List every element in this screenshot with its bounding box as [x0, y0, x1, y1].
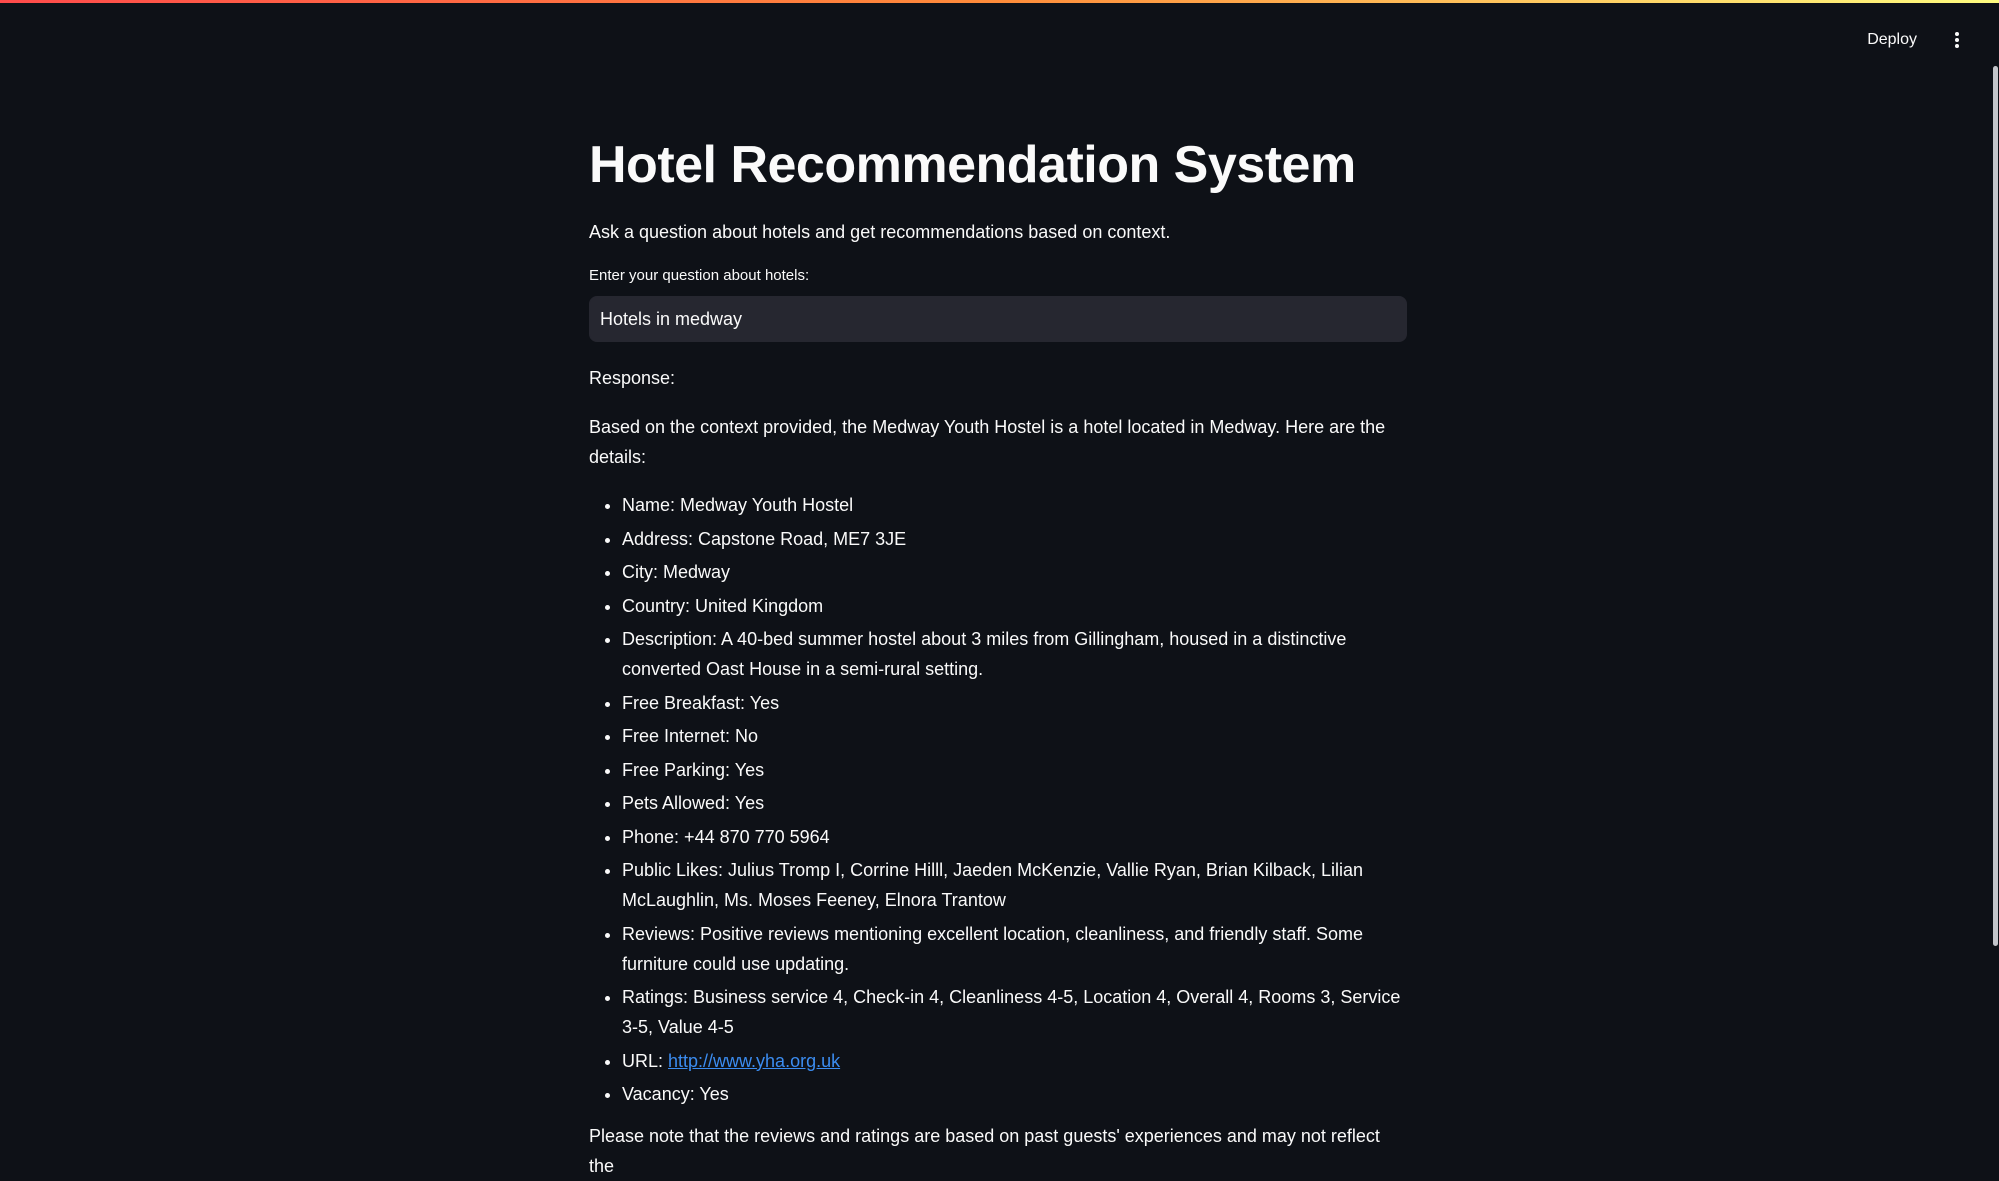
response-note: Please note that the reviews and ratings are based on past guests' experiences and may not reflect the [589, 1126, 1380, 1176]
detail-reviews: • Reviews: Positive reviews mentioning excellent location, cleanliness, and friendly staff. Some furniture could use updating. [622, 919, 1407, 979]
detail-phone: • Phone: +44 870 770 5964 [622, 822, 1407, 852]
page-title: Hotel Recommendation System [589, 136, 1356, 194]
question-field-label: Enter your question about hotels: [589, 267, 810, 284]
detail-url [622, 1046, 1407, 1076]
detail-ratings: • Ratings: Business service 4, Check-in 4, Cleanliness 4-5, Location 4, Overall 4, Rooms 3, Service 3-5, Value 4-5 [622, 982, 1407, 1042]
app-header [1855, 0, 1999, 80]
url-prefix: URL: [622, 1050, 669, 1071]
detail-free-breakfast: • Free Breakfast: Yes [622, 688, 1407, 718]
deploy-button[interactable]: Deploy [1855, 23, 1929, 57]
detail-city: • City: Medway [622, 557, 1407, 587]
main-content [589, 128, 1407, 1181]
detail-vacancy: • Vacancy: Yes [622, 1079, 1407, 1109]
scrollbar[interactable] [1993, 66, 1999, 946]
main-menu-button[interactable] [1943, 26, 1971, 54]
detail-description: • Description: A 40-bed summer hostel about 3 miles from Gillingham, housed in a distinctive converted Oast House in a semi-rural setting. [622, 624, 1407, 684]
scrollbar-thumb[interactable] [1993, 66, 1998, 946]
response-intro: Based on the context provided, the Medway Youth Hostel is a hotel located in Medway. Here are the details: [589, 417, 1386, 467]
detail-pets-allowed: • Pets Allowed: Yes [622, 788, 1407, 818]
detail-country: • Country: United Kingdom [622, 591, 1407, 621]
question-input[interactable] [589, 296, 1407, 342]
detail-free-internet: • Free Internet: No [622, 721, 1407, 751]
page-subtitle: Ask a question about hotels and get recommendations based on context. [589, 222, 1171, 242]
response-label: Response: [589, 368, 676, 388]
hotel-details-list [589, 490, 1407, 1109]
detail-public-likes: • Public Likes: Julius Tromp I, Corrine Hilll, Jaeden McKenzie, Vallie Ryan, Brian Kilback, Lilian McLaughlin, Ms. Moses Feeney, Elnora Trantow [622, 855, 1407, 915]
detail-free-parking: • Free Parking: Yes [622, 755, 1407, 785]
detail-name: • Name: Medway Youth Hostel [622, 490, 1407, 520]
detail-address: • Address: Capstone Road, ME7 3JE [622, 524, 1407, 554]
vertical-ellipsis-icon [1954, 31, 1960, 49]
hotel-url-link[interactable]: http://www.yha.org.uk [668, 1050, 841, 1071]
header-decoration-bar [0, 0, 1999, 3]
